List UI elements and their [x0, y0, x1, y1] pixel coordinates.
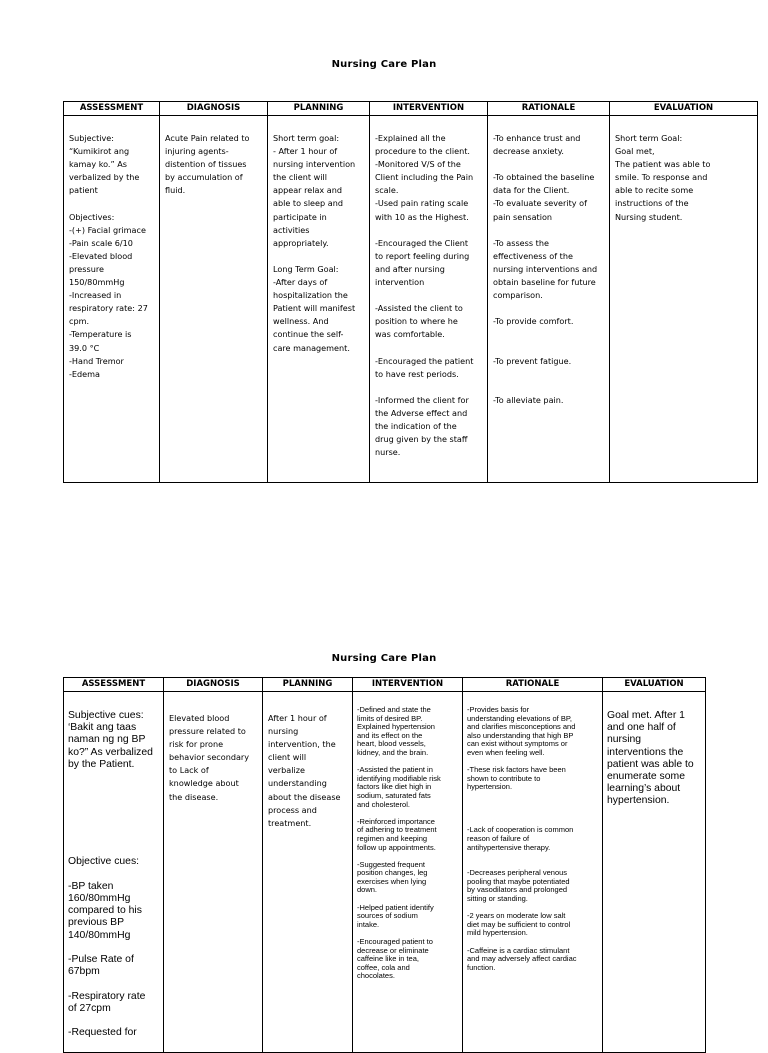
care-plan-table-2	[63, 677, 706, 1053]
intervention-text: -Defined and state the limits of desired BP. Explained hypertension and its effect on the heart, blood vessels, kidney, and the brain. -Assisted the patient in identifying modifiable risk factors like diet high in sodium, saturated fats and cholesterol. -Reinforced importance of adhering to treatment regimen and keeping follow up appointments. -Suggested frequent position changes, leg exercises when lying down. -Helped patient identify sources of sodium intake. -Encouraged patient to decrease or eliminate caffeine like in tea, coffee, cola and chocolates.	[357, 705, 441, 981]
diagnosis-text: Acute Pain related to injuring agents- distention of tissues by accumulation of fluid.	[165, 133, 250, 196]
rationale-text: -To enhance trust and decrease anxiety. -To obtained the baseline data for the Client. -To evaluate severity of pain sensation -To assess the effectiveness of the nursing interventions and obtain baseline for future comparison. -To provide comfort. -To prevent fatigue. -To alleviate pain.	[493, 133, 598, 405]
plan2-title: Nursing Care Plan	[331, 653, 437, 664]
header-assessment: ASSESSMENT	[64, 678, 164, 692]
assessment-cell	[64, 116, 160, 483]
intervention-text: -Explained all the procedure to the client. -Monitored V/S of the Client including the Pain scale. -Used pain rating scale with 10 as the Highest. -Encouraged the Client to report feeling during and after nursing intervention -Assisted the client to position to where he was comfortable. -Encouraged the patient to have rest periods. -Informed the client for the Adverse effect and the indication of the drug given by the staff nurse.	[375, 133, 474, 458]
diagnosis-text: Elevated blood pressure related to risk for prone behavior secondary to Lack of knowledge about the disease.	[169, 713, 250, 802]
header-rationale: RATIONALE	[488, 102, 610, 116]
assessment-cell	[64, 692, 164, 1053]
header-evaluation: EVALUATION	[603, 678, 706, 692]
header-intervention: INTERVENTION	[353, 678, 463, 692]
plan1-title: Nursing Care Plan	[331, 59, 437, 70]
assessment-text: Subjective cues: ‘Bakit ang taas naman ng ng BP ko?” As verbalized by the Patient. Objective cues: -BP taken 160/80mmHg compared to his previous BP 140/80mmHg -Pulse Rate of 67bpm -Respiratory rate of 27cpm -Requested for	[68, 710, 153, 1039]
rationale-cell	[488, 116, 610, 483]
header-diagnosis: DIAGNOSIS	[164, 678, 263, 692]
table-row	[64, 116, 758, 483]
evaluation-cell	[610, 116, 758, 483]
planning-text: After 1 hour of nursing intervention, the client will verbalize understanding about the disease process and treatment.	[268, 713, 341, 828]
diagnosis-cell	[164, 692, 263, 1053]
header-planning: PLANNING	[263, 678, 353, 692]
header-rationale: RATIONALE	[463, 678, 603, 692]
header-planning: PLANNING	[268, 102, 370, 116]
assessment-text: Subjective: “Kumikirot ang kamay ko.” As verbalized by the patient Objectives: -(+) Facial grimace -Pain scale 6/10 -Elevated blood pressure 150/80mmHg -Increased in respiratory rate: 27 cpm. -Temperature is 39.0 °C -Hand Tremor -Edema	[69, 133, 148, 379]
care-plan-table-1	[63, 101, 758, 483]
header-row	[64, 678, 706, 692]
header-intervention: INTERVENTION	[370, 102, 488, 116]
table-row	[64, 692, 706, 1053]
header-assessment: ASSESSMENT	[64, 102, 160, 116]
header-diagnosis: DIAGNOSIS	[160, 102, 268, 116]
intervention-cell	[353, 692, 463, 1053]
evaluation-text: Goal met. After 1 and one half of nursing interventions the patient was able to enumerate some learning’s about hypertension.	[607, 710, 694, 807]
rationale-text: -Provides basis for understanding elevations of BP, and clarifies misconceptions and also understanding that high BP can exist without symptoms or even when feeling well. -These risk factors have been shown to contribute to hypertension. -Lack of cooperation is common reason of failure of antihypertensive therapy. -Decreases peripheral venous pooling that maybe potentiated by vasodilators and prolonged sitting or standing. -2 years on moderate low salt diet may be sufficient to control mild hypertension. -Caffeine is a cardiac stimulant and may adversely affect cardiac function.	[467, 705, 577, 972]
planning-cell	[263, 692, 353, 1053]
header-row	[64, 102, 758, 116]
diagnosis-cell	[160, 116, 268, 483]
planning-cell	[268, 116, 370, 483]
planning-text: Short term goal: - After 1 hour of nursing intervention the client will appear relax and able to sleep and participate in activities appropriately. Long Term Goal: -After days of hospitalization the Patient will manifest wellness. And continue the self- care management.	[273, 133, 356, 353]
intervention-cell	[370, 116, 488, 483]
evaluation-cell	[603, 692, 706, 1053]
rationale-cell	[463, 692, 603, 1053]
evaluation-text: Short term Goal: Goal met, The patient was able to smile. To response and able to recite some instructions of the Nursing student.	[615, 133, 711, 222]
header-evaluation: EVALUATION	[610, 102, 758, 116]
